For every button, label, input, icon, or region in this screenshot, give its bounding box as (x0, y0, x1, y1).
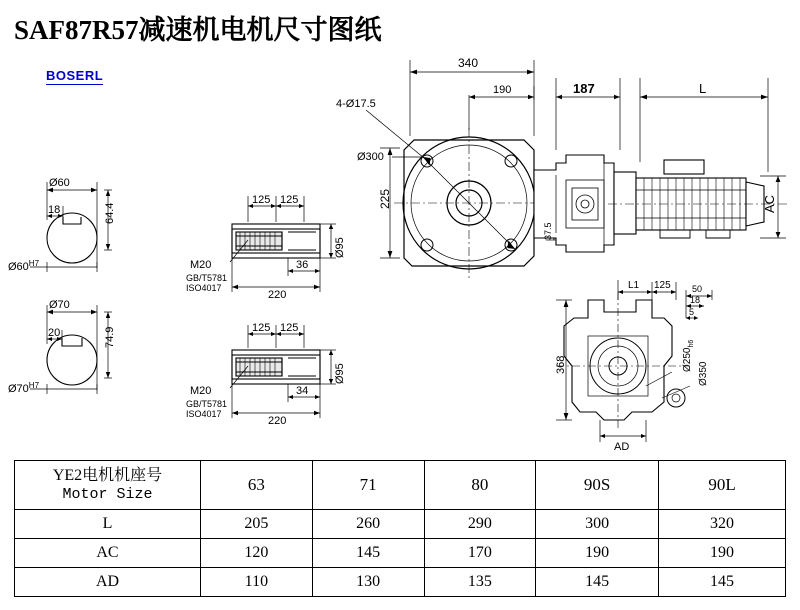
label-L1: L1 (628, 280, 640, 291)
label-37-5: 37.5 (543, 222, 553, 240)
row-ac-value-4: 190 (659, 539, 786, 568)
label-74-9: 74.9 (104, 326, 116, 348)
label-iso-b: ISO4017 (186, 409, 222, 419)
table-header-size-3: 90S (536, 461, 659, 510)
row-l-value-1: 260 (312, 510, 424, 539)
row-ad-value-1: 130 (312, 568, 424, 597)
label-d350: Ø350 (698, 361, 709, 386)
label-18-base: 18 (690, 295, 701, 305)
label-34: 34 (296, 385, 309, 397)
row-l-value-4: 320 (659, 510, 786, 539)
row-ac-value-3: 190 (536, 539, 659, 568)
shaft-60-dimensions (30, 182, 112, 272)
table-row (15, 510, 786, 539)
label-bolt-note: 4-Ø17.5 (336, 98, 376, 110)
gearbox-base-view (556, 292, 690, 430)
row-l-value-2: 290 (424, 510, 536, 539)
label-d70-h7: $Ø70^{H7}$ (8, 381, 40, 395)
table-header-size-1: 71 (312, 461, 424, 510)
label-125-d: 125 (280, 322, 299, 334)
motor-size-table (14, 460, 786, 597)
row-label-ac: AC (15, 539, 201, 568)
label-d250: $Ø250_{h6}$ (682, 339, 695, 372)
label-d70: Ø70 (49, 299, 70, 311)
label-220-b: 220 (268, 415, 287, 427)
label-220-a: 220 (268, 289, 287, 301)
table-header-size-2: 80 (424, 461, 536, 510)
row-l-value-0: 205 (201, 510, 313, 539)
row-label-ad: AD (15, 568, 201, 597)
label-125-c: 125 (252, 322, 271, 334)
label-d60: Ø60 (49, 177, 70, 189)
label-225: 225 (378, 188, 392, 209)
label-368: 368 (555, 355, 567, 374)
label-125-b: 125 (280, 194, 299, 206)
label-340: 340 (458, 56, 479, 70)
label-36: 36 (296, 259, 309, 271)
shaft-60-view (47, 213, 97, 263)
table-header-label-cn: YE2电机机座号 (52, 467, 163, 485)
row-ad-value-2: 135 (424, 568, 536, 597)
label-L: L (699, 81, 707, 96)
table-row (15, 568, 786, 597)
label-m20-a: M20 (190, 259, 212, 271)
table-header-label-en: Motor Size (62, 485, 153, 503)
label-d95-b: Ø95 (334, 363, 346, 384)
gearbox-front-view (366, 110, 546, 280)
hub-assembly-lower (232, 350, 320, 384)
label-125-base: 125 (654, 280, 671, 291)
label-gb-b: GB/T5781 (186, 399, 228, 409)
label-AD: AD (614, 441, 630, 453)
row-ad-value-0: 110 (201, 568, 313, 597)
table-header-row (15, 461, 786, 510)
row-ac-value-2: 170 (424, 539, 536, 568)
hub-assembly-upper (232, 224, 320, 258)
page-title: SAF87R57减速机电机尺寸图纸 (14, 15, 382, 45)
table-header-size-0: 63 (201, 461, 313, 510)
brand-text: BOSERL (46, 68, 104, 83)
label-m20-b: M20 (190, 385, 212, 397)
label-18: 18 (48, 204, 61, 216)
table-header-label (15, 461, 201, 510)
label-50: 50 (692, 284, 703, 294)
row-ad-value-3: 145 (536, 568, 659, 597)
row-label-l: L (15, 510, 201, 539)
label-125-a: 125 (252, 194, 271, 206)
label-d300: Ø300 (357, 151, 384, 163)
label-190: 190 (493, 84, 512, 96)
label-20: 20 (48, 327, 61, 339)
shaft-70-view (47, 335, 97, 385)
label-64-4: 64.4 (104, 202, 116, 224)
label-gb-a: GB/T5781 (186, 273, 228, 283)
label-d60-h7: $Ø60^{H7}$ (8, 259, 40, 273)
label-d95-a: Ø95 (334, 237, 346, 258)
label-iso-a: ISO4017 (186, 283, 222, 293)
label-187: 187 (573, 81, 595, 96)
label-AC: AC (762, 194, 777, 213)
row-l-value-3: 300 (536, 510, 659, 539)
table-row (15, 539, 786, 568)
table-header-size-4: 90L (659, 461, 786, 510)
shaft-70-dimensions (30, 305, 112, 394)
row-ac-value-0: 120 (201, 539, 313, 568)
label-5: 5 (689, 307, 695, 317)
row-ac-value-1: 145 (312, 539, 424, 568)
row-ad-value-4: 145 (659, 568, 786, 597)
